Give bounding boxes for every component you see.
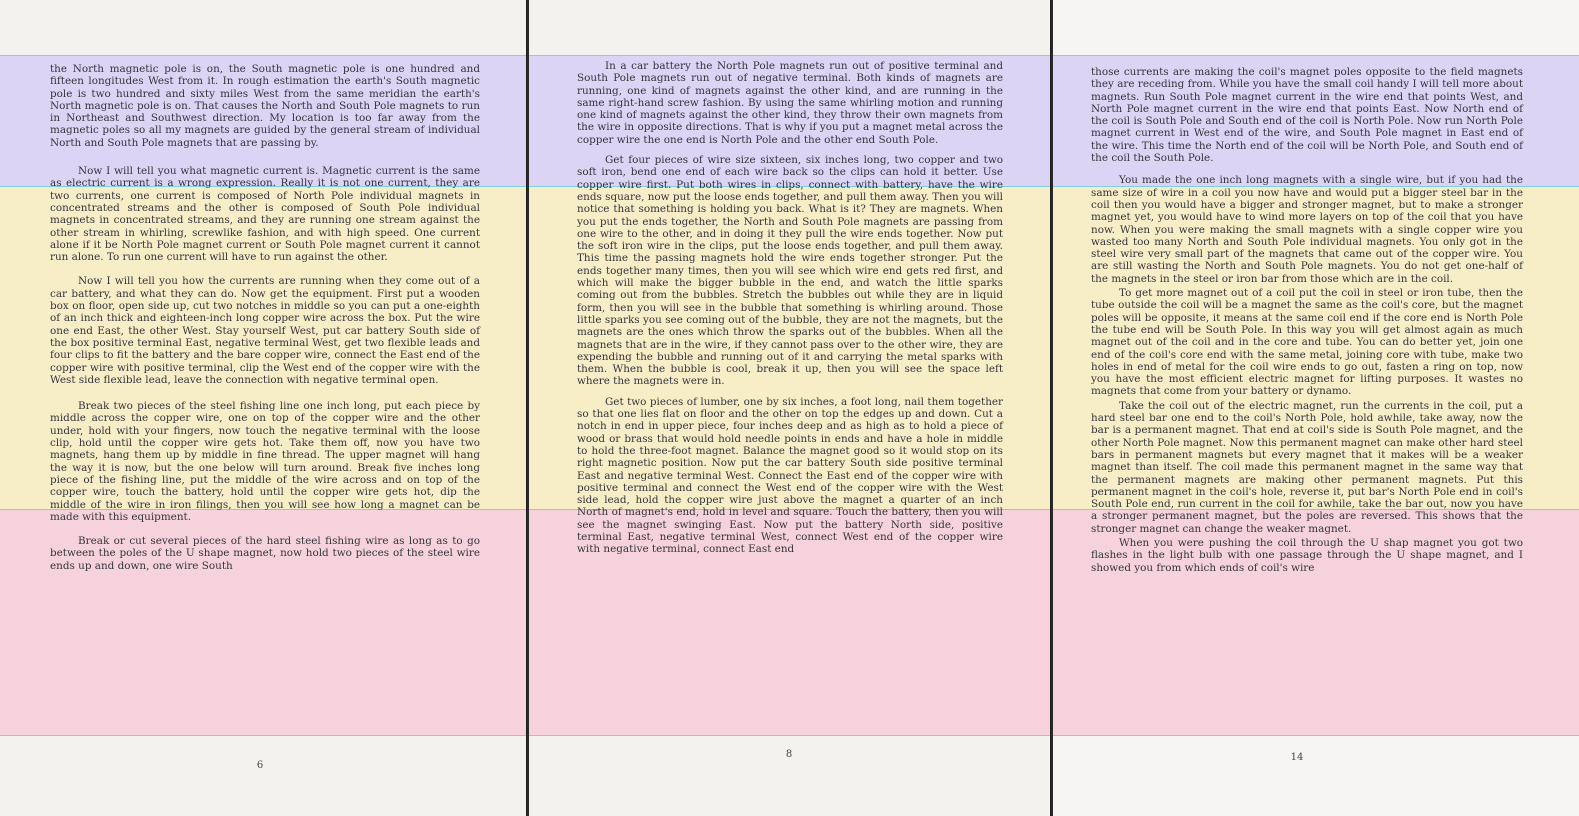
paragraph: To get more magnet out of a coil put the coil in steel or iron tube, then the tube outside the coil will be a magnet the same as the coil's core, but the magnet poles will be opposite, it means at the same coil end if the core end is North Pole the tube end will be South Pole. In this way you will get almost again as much magnet out of the coil and in the core and tube. You can do better yet, join one end of the coil's core end with the same metal, joining core with tube, make two holes in end of metal for the coil wire ends to go out, fasten a ring on top, now you have the most efficient electric magnet for lifting purposes. It wastes no magnets that come from your battery or dynamo. <box>1091 287 1523 398</box>
page-number: 6 <box>256 760 264 771</box>
paragraph: those currents are making the coil's magnet poles opposite to the field magnets they are receding from. While you have the small coil handy I will tell more about magnets. Run South Pole magnet current in the wire end that points West, and North Pole magnet current in the wire end that points East. Now North end of the coil is South Pole and South end of the coil is North Pole. Now run North Pole magnet current in West end of the wire, and South Pole magnet in East end of the wire. This time the North end of the coil will be North Pole, and South end of the coil the South Pole. <box>1091 66 1523 165</box>
paragraph: Now I will tell you how the currents are running when they come out of a car battery, and what they can do. Now get the equipment. First put a wooden box on floor, open side up, cut two notches in middle so you can put a one-eighth of an inch thick and eighteen-inch long copper wire across the box. Put the wire one end East, the other West. Stay yourself West, put car battery South side of the box positive terminal East, negative terminal West, get two flexible leads and four clips to fit the battery and the bare copper wire, connect the East end of the copper wire with positive terminal, clip the West end of the copper wire with the West side flexible lead, leave the connection with negative terminal open. <box>50 275 480 386</box>
paragraph: Take the coil out of the electric magnet, run the currents in the coil, put a hard steel bar one end to the coil's North Pole, hold awhile, take away, now the bar is a permanent magnet. That end at coil's side is South Pole magnet, and the other North Pole magnet. Now this permanent magnet can make other hard steel bars in permanent magnets but every magnet that it makes will be a weaker magnet than itself. The coil made this permanent magnet in the same way that the permanent magnets are making other permanent magnets. Put this permanent magnet in the coil's hole, reverse it, put bar's North Pole end in coil's South Pole end, run current in the coil for awhile, take the bar out, now you have a stronger permanent magnet, but the poles are reversed. This shows that the stronger magnet can change the weaker magnet. <box>1091 399 1523 535</box>
paragraph: Get four pieces of wire size sixteen, six inches long, two copper and two soft iron, bend one end of each wire back so the clips can hold it better. Use copper wire first. Put both wires in clips, connect with battery, have the wire ends square, now put the loose ends together, and pull them away. Then you will notice that something is holding you back. What is it? They are magnets. When you put the ends together, the North and South Pole magnets are passing from one wire to the other, and in doing it they pull the wire ends together. Now put the soft iron wire in the clips, put the loose ends together, and pull them away. This time the passing magnets hold the wire ends together stronger. Put the ends together many times, then you will see which wire end gets red first, and which will make the bigger bubble in the end, and watch the little sparks coming out from the bubbles. Stretch the bubbles out while they are in liquid form, then you will see in the bubble that something is whirling around. Those little sparks you see coming out of the bubble, they are not the magnets, but the magnets are the ones which throw the sparks out of the bubbles. When all the magnets that are in the wire, if they cannot pass over to the other wire, they are expending the bubble and running out of it and carrying the metal sparks with them. When the bubble is cool, break it up, then you will see the space left where the magnets were in. <box>577 154 1003 388</box>
paragraph: In a car battery the North Pole magnets run out of positive terminal and South Pole magnets run out of negative terminal. Both kinds of magnets are running, one kind of magnets against the other kind, and are running in the same right-hand screw fashion. By using the same whirling motion and running one kind of magnets against the other kind, they throw their own magnets from the wire in opposite directions. That is why if you put a magnet metal across the copper wire the one end is North Pole and the other end South Pole. <box>577 60 1003 146</box>
paragraph: Now I will tell you what magnetic current is. Magnetic current is the same as electric current is a wrong expression. Really it is not one current, they are two currents, one current is composed of North Pole individual magnets in concentrated streams and the other is composed of South Pole individual magnets in concentrated streams, and they are running one stream against the other stream in whirling, screwlike fashion, and with high speed. One current alone if it be North Pole magnet current or South Pole magnet current it cannot run alone. To run one current will have to run against the other. <box>50 165 480 264</box>
paragraph: Break or cut several pieces of the hard steel fishing wire as long as to go between the poles of the U shape magnet, now hold two pieces of the steel wire ends up and down, one wire South <box>50 535 480 572</box>
page-number: 8 <box>785 749 793 760</box>
paragraph: Break two pieces of the steel fishing line one inch long, put each piece by middle across the copper wire, one on top of the copper wire and the other under, hold with your fingers, now touch the negative terminal with the loose clip, hold until the copper wire gets hot. Take them off, now you have two magnets, hang them up by middle in fine thread. The upper magnet will hang the way it is now, but the one below will turn around. Break five inches long piece of the fishing line, put the middle of the wire across and on top of the copper wire, touch the battery, hold until the copper wire gets hot, dip the middle of the wire in iron filings, then you will see how long a magnet can be made with this equipment. <box>50 400 480 523</box>
page-left <box>0 0 527 816</box>
page-right <box>1053 0 1579 816</box>
paragraph: When you were pushing the coil through the U shap magnet you got two flashes in the light bulb with one passage through the U shape magnet, and I showed you from which ends of coil's wire <box>1091 536 1523 574</box>
text-column <box>1091 66 1523 588</box>
paragraph: You made the one inch long magnets with a single wire, but if you had the same size of wire in a coil you now have and would put a bigger steel bar in the coil then you would have a bigger and stronger magnet, but to make a stronger magnet yet, you would have to wind more layers on top of the coil that you have now. When you were making the small magnets with a single copper wire you wasted too many North and South Pole individual magnets. You only got in the steel wire very small part of the magnets that came out of the copper wire. You are still wasting the North and South Pole magnets. You do not get one-half of the magnets in the steel or iron bar from those which are in the coil. <box>1091 174 1523 285</box>
text-column <box>50 63 480 586</box>
paragraph: the North magnetic pole is on, the South magnetic pole is one hundred and fifteen longitudes West from it. In rough estimation the earth's South magnetic pole is two hundred and sixty miles West from the same meridian the earth's North magnetic pole is on. That causes the North and South Pole magnets to run in Northeast and Southwest direction. My location is too far away from the magnetic poles so all my magnets are guided by the general stream of individual North and South Pole magnets that are passing by. <box>50 63 480 149</box>
page-number: 14 <box>1290 752 1304 763</box>
text-column <box>577 60 1003 570</box>
page-middle <box>529 0 1051 816</box>
paragraph: Get two pieces of lumber, one by six inches, a foot long, nail them together so that one lies flat on floor and the other on top the edges up and down. Cut a notch in end in upper piece, four inches deep and as high as to hold a piece of wood or brass that would hold needle points in ends and have a hole in middle to hold the three-foot magnet. Balance the magnet good so it would stop on its right magnetic position. Now put the car battery South side positive terminal East and negative terminal West. Connect the East end of the copper wire with positive terminal and connect the West end of the copper wire with the West side lead, hold the copper wire just above the magnet a quarter of an inch North of magnet's end, hold in level and square. Touch the battery, then you will see the magnet swinging East. Now put the battery North side, positive terminal East, negative terminal West, connect West end of the copper wire with negative terminal, connect East end <box>577 395 1003 556</box>
